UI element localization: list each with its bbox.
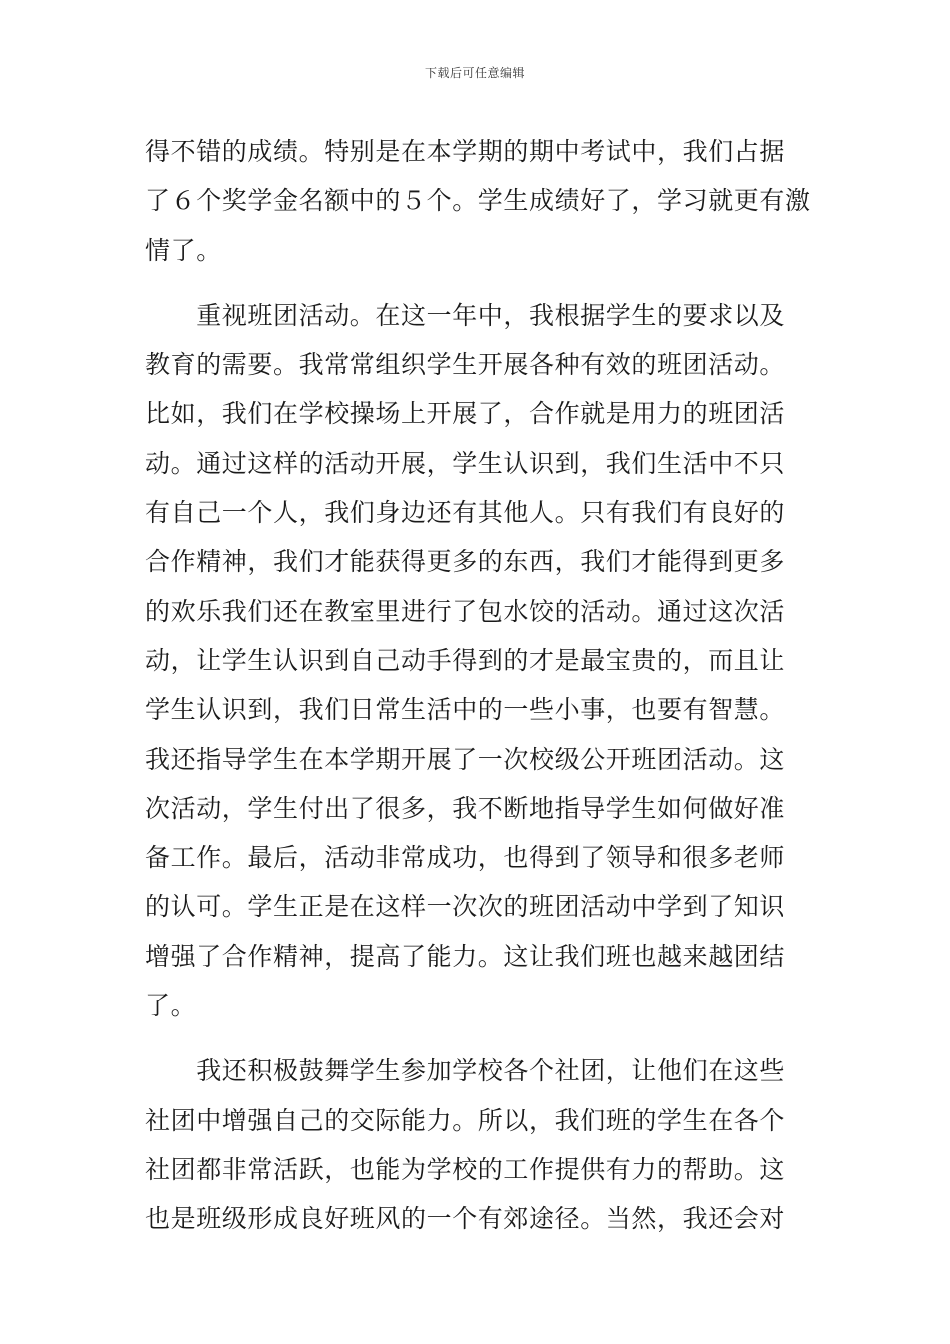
- text-line: 教育的需要。我常常组织学生开展各种有效的班团活动。: [145, 350, 786, 380]
- text-line: 社团都非常活跃，也能为学校的工作提供有力的帮助。这: [145, 1154, 786, 1184]
- text-line: 了。: [145, 991, 197, 1021]
- text-line: 得不错的成绩。特别是在本学期的期中考试中，我们占据: [145, 137, 786, 166]
- text-line: 次活动，学生付出了很多，我不断地指导学生如何做好准: [145, 793, 786, 823]
- text-line: 了６个奖学金名额中的５个。学生成绩好了，学习就更有激: [145, 186, 811, 216]
- text-line: 动，让学生认识到自己动手得到的才是最宝贵的，而且让: [145, 645, 786, 675]
- paragraph-gap: [145, 1030, 807, 1046]
- text-line: 的欢乐我们还在教室里进行了包水饺的活动。通过这次活: [145, 596, 786, 626]
- text-line: 合作精神，我们才能获得更多的东西，我们才能得到更多: [145, 547, 786, 577]
- text-line: 增强了合作精神，提高了能力。这让我们班也越来越团结: [145, 941, 786, 971]
- text-line: 比如，我们在学校操场上开展了，合作就是用力的班团活: [145, 399, 786, 429]
- text-line: 备工作。最后，活动非常成功，也得到了领导和很多老师: [145, 843, 786, 873]
- text-line: 我还积极鼓舞学生参加学校各个社团，让他们在这些: [145, 1056, 786, 1086]
- page-header: 下载后可任意编辑: [424, 66, 525, 80]
- text-line: 情了。: [145, 235, 222, 265]
- text-line: 动。通过这样的活动开展，学生认识到，我们生活中不只: [145, 448, 786, 478]
- text-line: 也是班级形成良好班风的一个有郊途径。当然，我还会对: [145, 1204, 786, 1234]
- text-line: 有自己一个人，我们身边还有其他人。只有我们有良好的: [145, 498, 786, 528]
- text-line: 社团中增强自己的交际能力。所以，我们班的学生在各个: [145, 1105, 786, 1135]
- text-line: 我还指导学生在本学期开展了一次校级公开班团活动。这: [145, 744, 786, 774]
- text-line: 重视班团活动。在这一年中，我根据学生的要求以及: [145, 300, 786, 330]
- text-line: 的认可。学生正是在这样一次次的班团活动中学到了知识: [145, 892, 786, 922]
- document-body: [145, 127, 811, 1244]
- text-line: 学生认识到，我们日常生活中的一些小事，也要有智慧。: [145, 695, 786, 725]
- paragraph-gap: [145, 275, 807, 291]
